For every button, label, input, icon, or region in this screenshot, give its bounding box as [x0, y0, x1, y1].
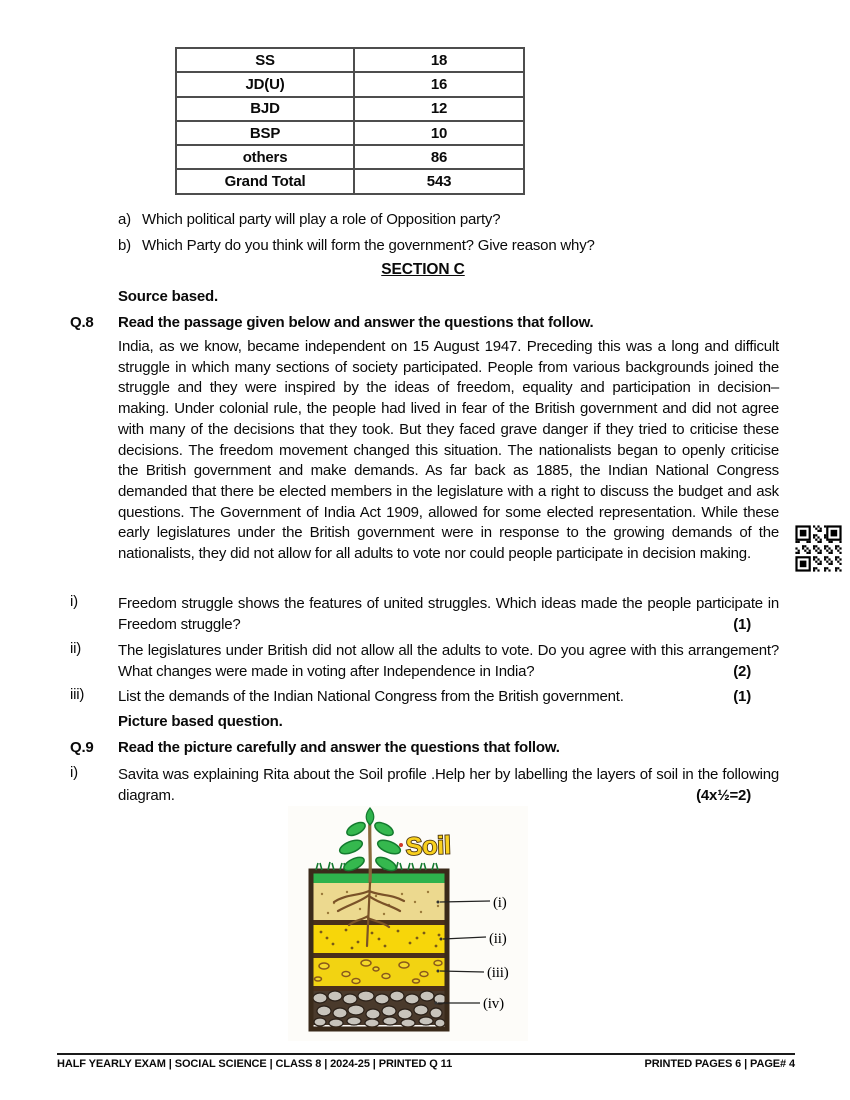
q8-subquestion-i	[70, 593, 779, 635]
q8-subquestion-iii	[70, 686, 779, 707]
subq-iii-label: iii)	[70, 686, 85, 703]
q9-number: Q.9	[70, 739, 94, 756]
party-name-cell: BSP	[176, 121, 354, 145]
question-a-label: a)	[118, 211, 131, 228]
subq-i-marks: (1)	[733, 616, 751, 633]
subq-i-label: i)	[70, 593, 78, 610]
subq-iii-marks: (1)	[733, 688, 751, 705]
subq-ii-marks: (2)	[733, 663, 751, 680]
footer-right-text: PRINTED PAGES 6 | PAGE# 4	[644, 1058, 795, 1070]
soil-title: Soil	[405, 831, 452, 861]
question-a	[118, 211, 500, 228]
seat-count-cell: 86	[354, 145, 524, 169]
subq-i-text: Freedom struggle shows the features of united struggles. Which ideas made the people participate in Freedom struggle?	[118, 595, 779, 633]
soil-profile-diagram	[288, 806, 528, 1041]
table-row	[176, 72, 524, 96]
question-b-text: Which Party do you think will form the government? Give reason why?	[142, 237, 595, 254]
party-name-cell: JD(U)	[176, 72, 354, 96]
grand-total-label-cell: Grand Total	[176, 169, 354, 193]
table-row	[176, 48, 524, 72]
plant-stem	[370, 818, 371, 883]
q9-heading: Read the picture carefully and answer the questions that follow.	[118, 739, 560, 756]
q9-subquestion-i	[70, 764, 779, 806]
party-name-cell: BJD	[176, 97, 354, 121]
question-b	[118, 237, 595, 254]
q8-heading: Read the passage given below and answer the questions that follow.	[118, 314, 594, 331]
q9-subq-i-label: i)	[70, 764, 78, 781]
layer-label-i: (i)	[493, 895, 507, 911]
red-mark	[399, 843, 403, 847]
seat-count-cell: 12	[354, 97, 524, 121]
footer-left-text: HALF YEARLY EXAM | SOCIAL SCIENCE | CLASS 8 | 2024-25 | PRINTED Q 11	[57, 1058, 453, 1070]
seat-count-cell: 16	[354, 72, 524, 96]
q8-subquestion-ii	[70, 640, 779, 682]
grand-total-value-cell: 543	[354, 169, 524, 193]
party-name-cell: others	[176, 145, 354, 169]
grass-layer	[313, 873, 445, 883]
footer-rule	[57, 1053, 795, 1055]
layer-label-iv: (iv)	[483, 996, 504, 1012]
layer-label-iii: (iii)	[487, 965, 509, 981]
subq-ii-text: The legislatures under British did not allow all the adults to vote. Do you agree with this arrangement? What changes were made in voting after Independence in India?	[118, 642, 779, 680]
subq-iii-text: List the demands of the Indian National Congress from the British government.	[118, 688, 624, 705]
table-row-grand-total	[176, 169, 524, 193]
table-row	[176, 145, 524, 169]
seat-count-cell: 10	[354, 121, 524, 145]
q9-subq-i-text: Savita was explaining Rita about the Soil profile .Help her by labelling the layers of soil in the following diagram.	[118, 766, 779, 804]
source-based-label: Source based.	[118, 288, 218, 305]
question-b-label: b)	[118, 237, 131, 254]
layer-separator	[313, 953, 445, 958]
seat-count-cell: 18	[354, 48, 524, 72]
layer-separator	[313, 986, 445, 991]
q8-passage: India, as we know, became independent on 15 August 1947. Preceding this was a long and difficult struggle in which many sections of society participated. People from various backgrounds joined the struggle and they were inspired by the ideas of freedom, equality and participation in decision– making. Under colonial rule, the people had lived in fear of the British government and did not agree with many of the decisions that they took. But they faced grave danger if they tried to criticise these decisions. The freedom movement changed this situation. The nationalists began to openly criticise the British government and make demands. As far back as 1885, the Indian National Congress demanded that there be elected members in the legislature with a right to discuss the budget and ask questions. The Government of India Act 1909, allowed for some elected representation. While these early legislatures under the British government were in response to the growing demands of the nationalists, they did not allow for all adults to vote nor could people participate in decision making.	[118, 338, 779, 563]
picture-based-label: Picture based question.	[118, 713, 283, 730]
subq-ii-label: ii)	[70, 640, 82, 657]
question-a-text: Which political party will play a role of Opposition party?	[142, 211, 501, 228]
q8-number: Q.8	[70, 314, 94, 331]
party-name-cell: SS	[176, 48, 354, 72]
q9-subq-i-marks: (4x½=2)	[696, 787, 751, 804]
qr-code	[793, 523, 845, 575]
party-seats-table	[175, 47, 525, 195]
table-row	[176, 97, 524, 121]
layer-label-ii: (ii)	[489, 931, 507, 947]
section-c-heading: SECTION C	[381, 261, 465, 278]
table-row	[176, 121, 524, 145]
